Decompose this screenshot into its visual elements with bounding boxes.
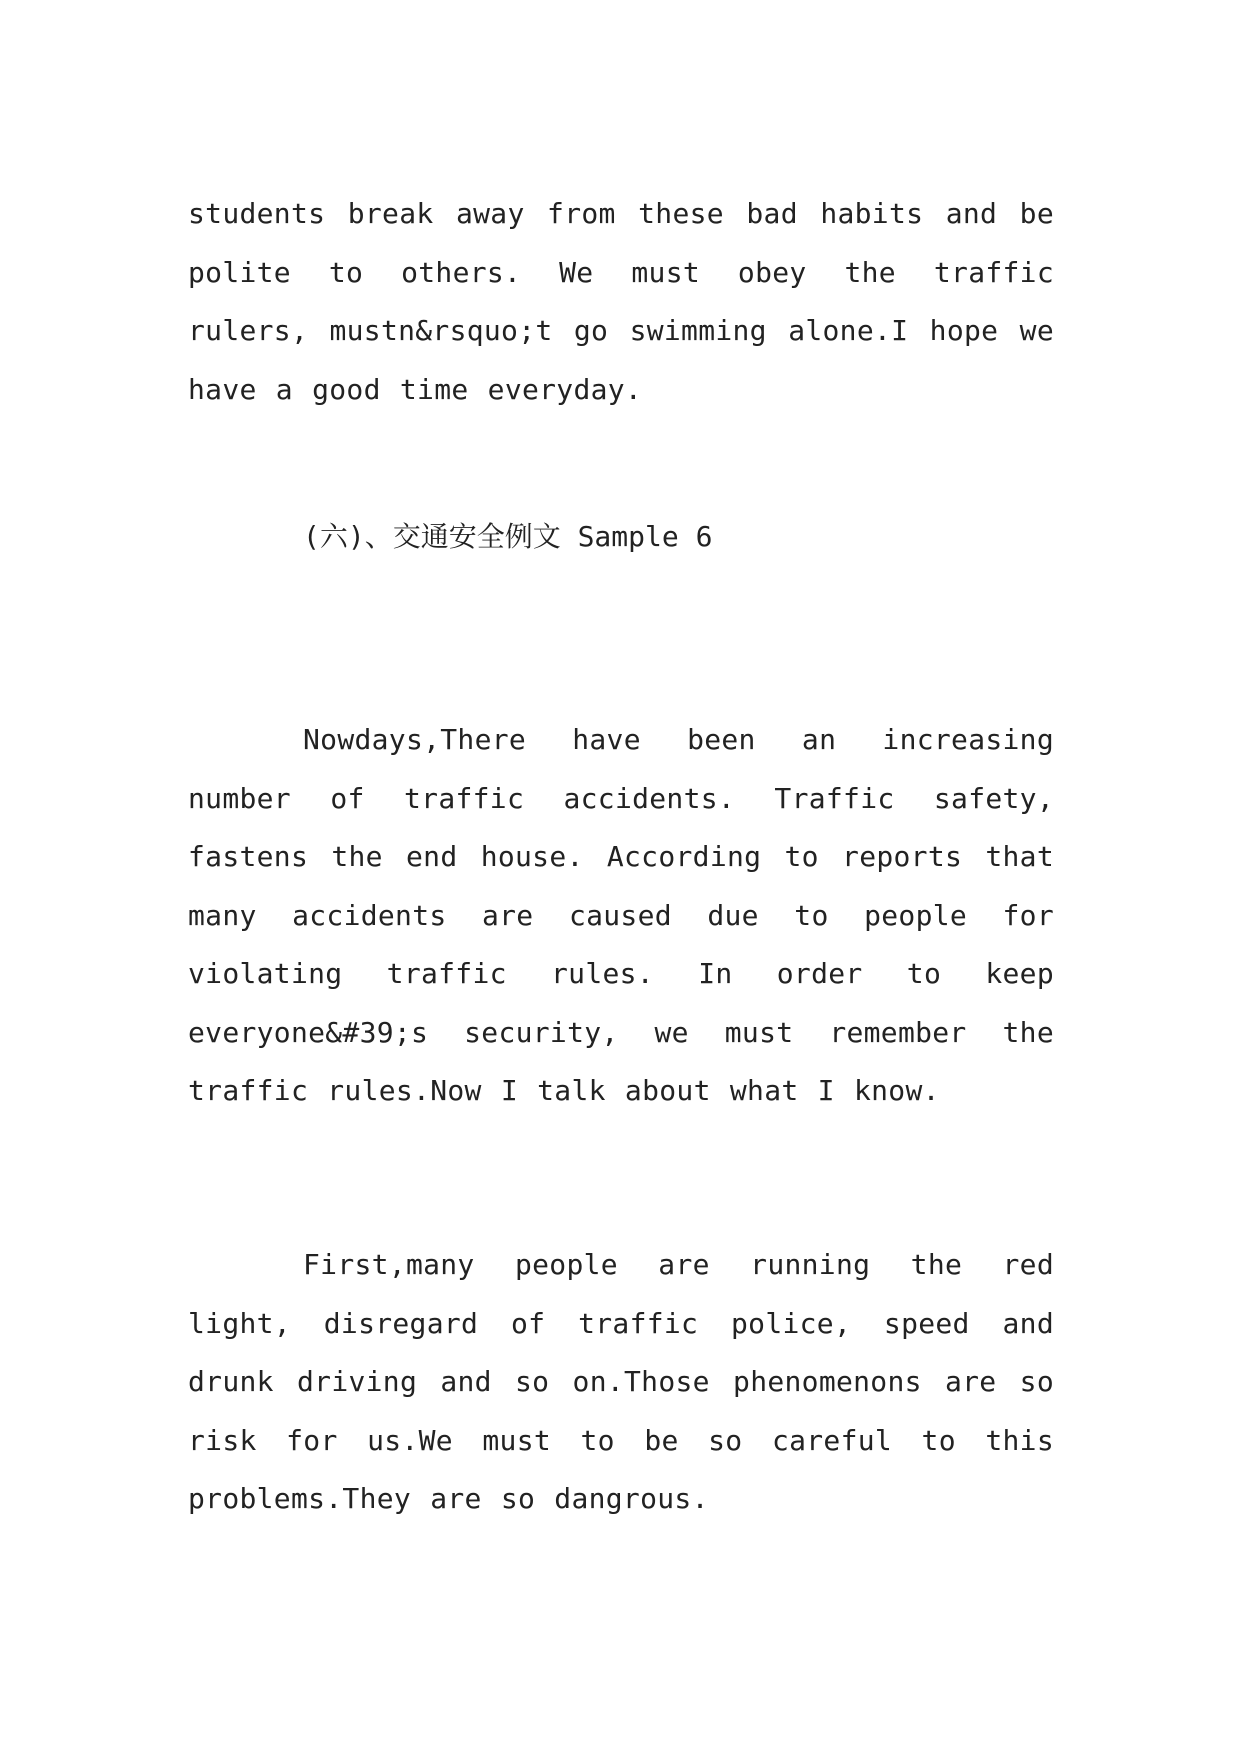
section-heading: (六)、交通安全例文 Sample 6 [303,520,713,553]
body-paragraph: Nowdays,There have been an increasing number of traffic accidents. Traffic safety, fastens the end house. According to reports that many accidents are caused due to people for violating traffic rules. In order to keep everyone&#39;s security, we must remember the traffic rules.Now I talk about what I know. [188,723,1054,1107]
continued-paragraph: students break away from these bad habits and be polite to others. We must obey the traffic rulers, mustn&rsquo;t go swimming alone.I hope we have a good time everyday. [188,197,1054,406]
body-paragraph: First,many people are running the red light, disregard of traffic police, speed and drunk driving and so on.Those phenomenons are so risk for us.We must to be so careful to this problems.They are so dangrous. [188,1248,1054,1515]
